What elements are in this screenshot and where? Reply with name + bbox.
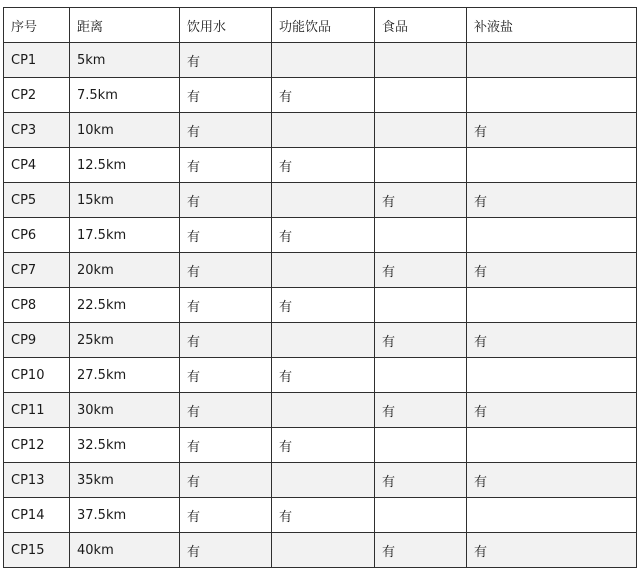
table-row: [4, 428, 637, 463]
cell-food: 有: [375, 183, 467, 218]
cell-water: 有: [180, 288, 272, 323]
cell-water: 有: [180, 533, 272, 568]
cell-index: CP15: [4, 533, 70, 568]
supply-station-table: [3, 7, 637, 568]
cell-index: CP9: [4, 323, 70, 358]
cell-distance: 10km: [70, 113, 180, 148]
cell-food: 有: [375, 393, 467, 428]
cell-water: 有: [180, 323, 272, 358]
cell-food: [375, 428, 467, 463]
cell-functional-drink: [272, 113, 375, 148]
cell-food: [375, 218, 467, 253]
table-row: [4, 323, 637, 358]
cell-distance: 27.5km: [70, 358, 180, 393]
cell-distance: 35km: [70, 463, 180, 498]
cell-electrolyte: [467, 428, 637, 463]
cell-functional-drink: 有: [272, 498, 375, 533]
table-row: [4, 218, 637, 253]
cell-distance: 32.5km: [70, 428, 180, 463]
cell-functional-drink: [272, 533, 375, 568]
cell-water: 有: [180, 183, 272, 218]
cell-distance: 17.5km: [70, 218, 180, 253]
cell-food: 有: [375, 533, 467, 568]
cell-electrolyte: [467, 43, 637, 78]
table-row: [4, 533, 637, 568]
cell-food: 有: [375, 253, 467, 288]
cell-index: CP3: [4, 113, 70, 148]
cell-distance: 30km: [70, 393, 180, 428]
cell-functional-drink: [272, 393, 375, 428]
cell-water: 有: [180, 393, 272, 428]
header-row: [4, 8, 637, 43]
cell-distance: 12.5km: [70, 148, 180, 183]
cell-index: CP2: [4, 78, 70, 113]
cell-water: 有: [180, 498, 272, 533]
cell-functional-drink: [272, 253, 375, 288]
cell-index: CP4: [4, 148, 70, 183]
table-row: [4, 253, 637, 288]
header-cell-distance: 距离: [70, 8, 180, 43]
cell-food: [375, 498, 467, 533]
table-row: [4, 113, 637, 148]
cell-food: [375, 148, 467, 183]
cell-distance: 7.5km: [70, 78, 180, 113]
table-row: [4, 393, 637, 428]
cell-distance: 15km: [70, 183, 180, 218]
cell-functional-drink: [272, 183, 375, 218]
cell-distance: 37.5km: [70, 498, 180, 533]
cell-distance: 22.5km: [70, 288, 180, 323]
table-row: [4, 463, 637, 498]
cell-index: CP13: [4, 463, 70, 498]
cell-distance: 20km: [70, 253, 180, 288]
cell-distance: 5km: [70, 43, 180, 78]
table-row: [4, 288, 637, 323]
table-row: [4, 43, 637, 78]
cell-water: 有: [180, 148, 272, 183]
cell-electrolyte: 有: [467, 183, 637, 218]
cell-electrolyte: 有: [467, 323, 637, 358]
cell-index: CP6: [4, 218, 70, 253]
cell-water: 有: [180, 78, 272, 113]
cell-water: 有: [180, 428, 272, 463]
cell-electrolyte: 有: [467, 393, 637, 428]
table-header: [4, 8, 637, 43]
cell-food: [375, 78, 467, 113]
cell-food: [375, 113, 467, 148]
cell-index: CP11: [4, 393, 70, 428]
header-cell-functional-drink: 功能饮品: [272, 8, 375, 43]
cell-electrolyte: 有: [467, 253, 637, 288]
header-cell-index: 序号: [4, 8, 70, 43]
header-cell-water: 饮用水: [180, 8, 272, 43]
cell-water: 有: [180, 43, 272, 78]
cell-index: CP1: [4, 43, 70, 78]
cell-food: [375, 358, 467, 393]
cell-water: 有: [180, 358, 272, 393]
cell-electrolyte: [467, 218, 637, 253]
cell-index: CP8: [4, 288, 70, 323]
table-row: [4, 358, 637, 393]
cell-electrolyte: 有: [467, 113, 637, 148]
cell-electrolyte: 有: [467, 463, 637, 498]
cell-distance: 40km: [70, 533, 180, 568]
table-row: [4, 78, 637, 113]
cell-functional-drink: 有: [272, 428, 375, 463]
cell-index: CP5: [4, 183, 70, 218]
cell-water: 有: [180, 463, 272, 498]
table-body: [4, 43, 637, 568]
table-row: [4, 183, 637, 218]
cell-index: CP7: [4, 253, 70, 288]
cell-electrolyte: [467, 78, 637, 113]
cell-electrolyte: 有: [467, 533, 637, 568]
cell-functional-drink: 有: [272, 218, 375, 253]
table-row: [4, 148, 637, 183]
cell-functional-drink: 有: [272, 148, 375, 183]
cell-functional-drink: [272, 323, 375, 358]
cell-food: 有: [375, 323, 467, 358]
cell-water: 有: [180, 218, 272, 253]
cell-index: CP10: [4, 358, 70, 393]
cell-functional-drink: [272, 463, 375, 498]
cell-functional-drink: 有: [272, 78, 375, 113]
supply-station-table-container: [3, 7, 637, 568]
cell-food: 有: [375, 463, 467, 498]
header-cell-food: 食品: [375, 8, 467, 43]
cell-electrolyte: [467, 148, 637, 183]
cell-functional-drink: 有: [272, 358, 375, 393]
cell-water: 有: [180, 253, 272, 288]
cell-food: [375, 43, 467, 78]
cell-functional-drink: 有: [272, 288, 375, 323]
table-row: [4, 498, 637, 533]
cell-electrolyte: [467, 498, 637, 533]
cell-food: [375, 288, 467, 323]
cell-electrolyte: [467, 288, 637, 323]
header-cell-electrolyte: 补液盐: [467, 8, 637, 43]
cell-index: CP12: [4, 428, 70, 463]
cell-water: 有: [180, 113, 272, 148]
cell-index: CP14: [4, 498, 70, 533]
cell-electrolyte: [467, 358, 637, 393]
cell-functional-drink: [272, 43, 375, 78]
cell-distance: 25km: [70, 323, 180, 358]
